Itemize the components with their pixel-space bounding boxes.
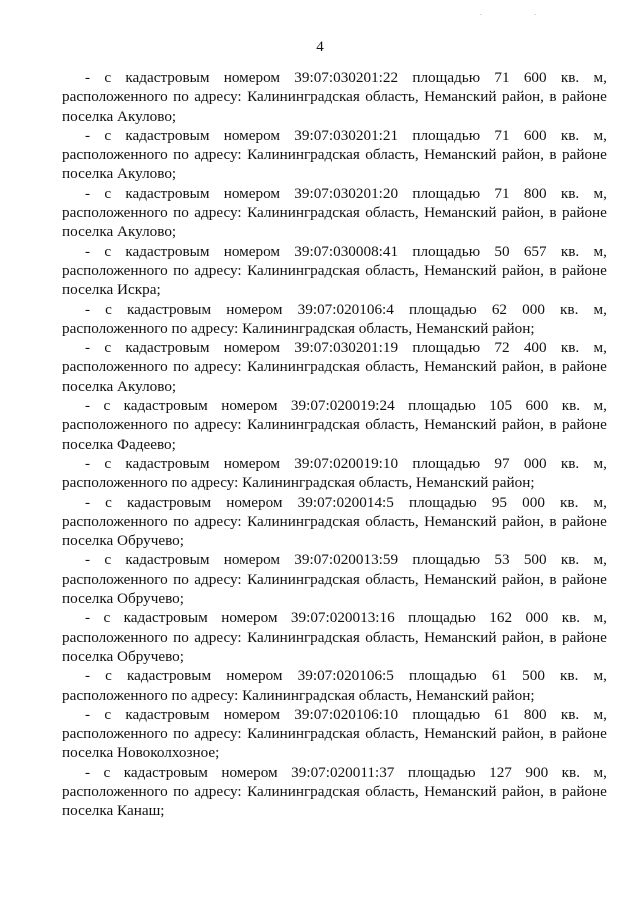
list-item bbox=[62, 763, 607, 821]
word: кв. bbox=[560, 705, 580, 723]
word: кадастровым bbox=[125, 242, 210, 260]
word: кв. bbox=[561, 763, 580, 781]
word: - bbox=[85, 339, 91, 357]
word: площадью bbox=[412, 242, 481, 260]
word: 127 bbox=[489, 763, 512, 781]
item-first-line bbox=[62, 68, 607, 87]
word: - bbox=[85, 493, 91, 511]
word: расположенного bbox=[62, 204, 168, 222]
word: область, bbox=[365, 782, 419, 800]
word: площадью bbox=[407, 763, 476, 781]
word: адресу: bbox=[194, 146, 242, 164]
word: по bbox=[173, 512, 189, 530]
word: адресу: bbox=[194, 358, 242, 376]
word: область, bbox=[365, 570, 419, 588]
word: в bbox=[549, 416, 557, 434]
word: 71 bbox=[494, 126, 510, 144]
word: 61 bbox=[491, 667, 508, 685]
item-first-line bbox=[62, 396, 607, 415]
item-line bbox=[62, 261, 607, 280]
word: 162 bbox=[489, 609, 513, 627]
word: область, bbox=[365, 512, 419, 530]
word: м, bbox=[593, 667, 607, 685]
word: в bbox=[549, 146, 557, 164]
word: кв. bbox=[560, 667, 579, 685]
word: 71 bbox=[494, 184, 510, 202]
word: 400 bbox=[523, 339, 547, 357]
word: м, bbox=[593, 551, 607, 569]
word: область, bbox=[365, 628, 419, 646]
word: районе bbox=[561, 725, 607, 743]
word: кв. bbox=[560, 184, 580, 202]
item-line bbox=[62, 357, 607, 376]
corner-mark: . bbox=[534, 8, 588, 17]
document-body bbox=[62, 68, 607, 821]
item-line bbox=[62, 87, 607, 106]
word: 39:07:020106:5 bbox=[297, 667, 394, 685]
word: адресу: bbox=[194, 570, 242, 588]
word: адресу: bbox=[194, 628, 242, 646]
list-item bbox=[62, 666, 607, 705]
word: расположенного bbox=[62, 416, 168, 434]
item-line bbox=[62, 145, 607, 164]
word: кв. bbox=[561, 609, 581, 627]
word: расположенного bbox=[62, 358, 168, 376]
word: район, bbox=[501, 358, 544, 376]
list-item bbox=[62, 184, 607, 242]
word: - bbox=[85, 397, 91, 415]
word: расположенного bbox=[62, 628, 168, 646]
word: по bbox=[173, 570, 189, 588]
word: 72 bbox=[494, 339, 510, 357]
word: район, bbox=[501, 782, 544, 800]
word: кадастровым bbox=[127, 667, 212, 685]
word: м, bbox=[593, 397, 607, 415]
word: область, bbox=[365, 261, 419, 279]
word: Калининградская bbox=[247, 628, 360, 646]
word: площадью bbox=[412, 339, 481, 357]
page-number: 4 bbox=[316, 39, 324, 55]
word: - bbox=[85, 126, 91, 144]
word: 39:07:020106:10 bbox=[294, 705, 399, 723]
word: Неманский bbox=[424, 782, 497, 800]
word: с bbox=[103, 609, 111, 627]
word: расположенного bbox=[62, 261, 168, 279]
word: районе bbox=[561, 512, 607, 530]
word: область, bbox=[365, 725, 419, 743]
word: районе bbox=[561, 782, 607, 800]
word: - bbox=[85, 763, 91, 781]
word: 800 bbox=[523, 184, 547, 202]
word: кадастровым bbox=[127, 493, 212, 511]
word: район, bbox=[501, 88, 544, 106]
word: в bbox=[549, 204, 557, 222]
item-first-line bbox=[62, 550, 607, 569]
word: м, bbox=[593, 300, 607, 318]
word: район, bbox=[501, 725, 544, 743]
word: в bbox=[549, 261, 557, 279]
word: м, bbox=[593, 763, 607, 781]
word: область, bbox=[365, 146, 419, 164]
word: кадастровым bbox=[125, 339, 210, 357]
word: в bbox=[549, 88, 557, 106]
word: 39:07:020014:5 bbox=[297, 493, 394, 511]
word: по bbox=[173, 358, 189, 376]
word: по bbox=[173, 782, 189, 800]
word: - bbox=[85, 609, 91, 627]
word: номером bbox=[223, 551, 281, 569]
word: 61 bbox=[494, 705, 510, 723]
word: - bbox=[85, 242, 91, 260]
item-line bbox=[62, 415, 607, 434]
word: район, bbox=[501, 416, 544, 434]
word: в bbox=[549, 628, 557, 646]
word: с bbox=[103, 397, 111, 415]
word: кадастровым bbox=[125, 454, 210, 472]
item-first-line bbox=[62, 338, 607, 357]
word: 000 bbox=[523, 454, 547, 472]
word: номером bbox=[223, 242, 281, 260]
word: кв. bbox=[560, 493, 579, 511]
word: 800 bbox=[523, 705, 547, 723]
word: с bbox=[104, 339, 112, 357]
word: адресу: bbox=[194, 782, 242, 800]
word: по bbox=[173, 261, 189, 279]
word: районе bbox=[561, 628, 607, 646]
word: - bbox=[85, 300, 91, 318]
word: площадью bbox=[412, 184, 481, 202]
word: районе bbox=[561, 261, 607, 279]
word: с bbox=[104, 705, 112, 723]
word: м, bbox=[593, 493, 607, 511]
word: Калининградская bbox=[247, 725, 360, 743]
word: Неманский bbox=[424, 261, 497, 279]
word: адресу: bbox=[194, 512, 242, 530]
word: номером bbox=[221, 397, 278, 415]
word: район, bbox=[501, 146, 544, 164]
word: 39:07:020013:59 bbox=[294, 551, 399, 569]
item-line bbox=[62, 512, 607, 531]
item-line: поселка Акулово; bbox=[62, 377, 177, 395]
word: площадью bbox=[412, 126, 481, 144]
word: площадью bbox=[408, 609, 476, 627]
word: Неманский bbox=[424, 512, 497, 530]
word: районе bbox=[561, 88, 607, 106]
list-item bbox=[62, 550, 607, 608]
word: 39:07:020106:4 bbox=[297, 300, 394, 318]
word: номером bbox=[221, 763, 278, 781]
word: номером bbox=[221, 609, 278, 627]
word: площадью bbox=[408, 300, 477, 318]
word: по bbox=[173, 416, 189, 434]
word: м, bbox=[593, 454, 607, 472]
word: районе bbox=[561, 146, 607, 164]
word: кадастровым bbox=[125, 184, 210, 202]
word: по bbox=[173, 628, 189, 646]
item-line: поселка Акулово; bbox=[62, 107, 177, 125]
word: м, bbox=[593, 609, 607, 627]
item-first-line bbox=[62, 126, 607, 145]
word: 39:07:020019:10 bbox=[294, 454, 399, 472]
word: кв. bbox=[560, 454, 580, 472]
word: 39:07:020019:24 bbox=[290, 397, 395, 415]
word: с bbox=[104, 184, 112, 202]
word: район, bbox=[501, 570, 544, 588]
word: в bbox=[549, 725, 557, 743]
list-item bbox=[62, 338, 607, 396]
item-line: поселка Акулово; bbox=[62, 165, 177, 183]
word: район, bbox=[501, 204, 544, 222]
word: - bbox=[85, 667, 91, 685]
item-first-line bbox=[62, 705, 607, 724]
word: м, bbox=[593, 705, 607, 723]
word: м, bbox=[593, 126, 607, 144]
item-first-line bbox=[62, 666, 607, 685]
word: кв. bbox=[560, 339, 580, 357]
word: Калининградская bbox=[247, 146, 360, 164]
item-line bbox=[62, 628, 607, 647]
word: область, bbox=[365, 204, 419, 222]
word: 39:07:030008:41 bbox=[294, 242, 399, 260]
item-line: поселка Канаш; bbox=[62, 802, 165, 820]
item-line: поселка Фадеево; bbox=[62, 435, 176, 453]
word: 39:07:020013:16 bbox=[290, 609, 395, 627]
word: кв. bbox=[561, 397, 581, 415]
list-item bbox=[62, 396, 607, 454]
word: район, bbox=[501, 261, 544, 279]
item-first-line bbox=[62, 300, 607, 319]
word: 500 bbox=[523, 551, 547, 569]
word: номером bbox=[226, 493, 283, 511]
item-line: поселка Акулово; bbox=[62, 223, 177, 241]
word: 000 bbox=[522, 493, 545, 511]
word: 500 bbox=[522, 667, 545, 685]
word: в bbox=[549, 358, 557, 376]
word: - bbox=[85, 705, 91, 723]
word: 39:07:030201:20 bbox=[294, 184, 399, 202]
word: Калининградская bbox=[247, 512, 360, 530]
word: 71 bbox=[494, 69, 510, 86]
word: Неманский bbox=[424, 725, 497, 743]
word: номером bbox=[223, 339, 281, 357]
word: в bbox=[549, 782, 557, 800]
word: 105 bbox=[489, 397, 513, 415]
word: область, bbox=[365, 358, 419, 376]
word: кадастровым bbox=[125, 69, 210, 86]
word: площадью bbox=[408, 667, 477, 685]
item-line bbox=[62, 203, 607, 222]
word: 39:07:030201:22 bbox=[294, 69, 399, 86]
word: расположенного bbox=[62, 512, 168, 530]
word: адресу: bbox=[194, 416, 242, 434]
word: Калининградская bbox=[247, 88, 360, 106]
word: - bbox=[85, 69, 91, 86]
word: номером bbox=[223, 454, 281, 472]
word: Калининградская bbox=[247, 204, 360, 222]
word: Неманский bbox=[424, 88, 497, 106]
item-line: расположенного по адресу: Калининградская область, Неманский район; bbox=[62, 319, 535, 337]
word: кадастровым bbox=[123, 763, 208, 781]
word: м, bbox=[593, 184, 607, 202]
item-first-line bbox=[62, 184, 607, 203]
item-line: поселка Обручево; bbox=[62, 532, 184, 550]
word: номером bbox=[223, 126, 281, 144]
word: расположенного bbox=[62, 88, 168, 106]
word: район, bbox=[501, 628, 544, 646]
word: номером bbox=[223, 705, 281, 723]
word: Неманский bbox=[424, 628, 497, 646]
word: кв. bbox=[560, 126, 580, 144]
word: адресу: bbox=[194, 725, 242, 743]
item-first-line bbox=[62, 242, 607, 261]
word: м, bbox=[593, 242, 607, 260]
word: Неманский bbox=[424, 204, 497, 222]
word: 39:07:030201:19 bbox=[294, 339, 399, 357]
word: кадастровым bbox=[123, 609, 208, 627]
word: номером bbox=[226, 300, 283, 318]
item-first-line bbox=[62, 763, 607, 782]
word: кадастровым bbox=[125, 551, 210, 569]
word: номером bbox=[223, 69, 281, 86]
word: Калининградская bbox=[247, 358, 360, 376]
list-item bbox=[62, 454, 607, 493]
word: кадастровым bbox=[125, 126, 210, 144]
word: с bbox=[104, 126, 112, 144]
word: м, bbox=[593, 69, 607, 86]
word: с bbox=[105, 493, 112, 511]
list-item bbox=[62, 242, 607, 300]
word: районе bbox=[561, 358, 607, 376]
item-line: поселка Обручево; bbox=[62, 590, 184, 608]
word: район, bbox=[501, 512, 544, 530]
list-item bbox=[62, 705, 607, 763]
word: кв. bbox=[560, 300, 579, 318]
list-item bbox=[62, 126, 607, 184]
word: расположенного bbox=[62, 146, 168, 164]
word: с bbox=[104, 69, 112, 86]
word: районе bbox=[561, 204, 607, 222]
word: площадью bbox=[408, 493, 477, 511]
word: 900 bbox=[525, 763, 549, 781]
word: районе bbox=[561, 570, 607, 588]
corner-mark: . bbox=[480, 8, 534, 17]
word: 53 bbox=[494, 551, 510, 569]
item-line bbox=[62, 570, 607, 589]
word: 000 bbox=[522, 300, 545, 318]
word: с bbox=[104, 454, 112, 472]
word: адресу: bbox=[194, 88, 242, 106]
word: с bbox=[103, 763, 111, 781]
word: площадью bbox=[408, 397, 476, 415]
word: по bbox=[173, 88, 189, 106]
word: в bbox=[549, 570, 557, 588]
word: по bbox=[173, 204, 189, 222]
word: адресу: bbox=[194, 204, 242, 222]
item-line: расположенного по адресу: Калининградская область, Неманский район; bbox=[62, 686, 535, 704]
list-item bbox=[62, 68, 607, 126]
word: 657 bbox=[523, 242, 547, 260]
word: площадью bbox=[412, 705, 481, 723]
word: кадастровым bbox=[125, 705, 210, 723]
word: расположенного bbox=[62, 725, 168, 743]
word: - bbox=[85, 551, 91, 569]
word: с bbox=[104, 551, 112, 569]
word: 600 bbox=[523, 69, 547, 86]
word: площадью bbox=[412, 551, 481, 569]
word: 50 bbox=[494, 242, 510, 260]
word: - bbox=[85, 184, 91, 202]
list-item bbox=[62, 608, 607, 666]
word: по bbox=[173, 146, 189, 164]
word: 600 bbox=[523, 126, 547, 144]
word: с bbox=[105, 667, 112, 685]
word: 62 bbox=[491, 300, 508, 318]
word: кв. bbox=[560, 69, 580, 86]
word: кв. bbox=[560, 551, 580, 569]
word: 39:07:020011:37 bbox=[291, 763, 395, 781]
word: площадью bbox=[412, 454, 481, 472]
word: с bbox=[105, 300, 112, 318]
item-first-line bbox=[62, 493, 607, 512]
word: Калининградская bbox=[247, 782, 360, 800]
word: Неманский bbox=[424, 570, 497, 588]
word: номером bbox=[226, 667, 283, 685]
item-line: поселка Обручево; bbox=[62, 647, 184, 665]
word: кадастровым bbox=[123, 397, 208, 415]
word: адресу: bbox=[194, 261, 242, 279]
list-item bbox=[62, 300, 607, 339]
item-line bbox=[62, 782, 607, 801]
item-line: поселка Новоколхозное; bbox=[62, 744, 220, 762]
word: с bbox=[104, 242, 112, 260]
word: 95 bbox=[491, 493, 508, 511]
word: в bbox=[549, 512, 557, 530]
word: номером bbox=[223, 184, 281, 202]
item-line bbox=[62, 724, 607, 743]
word: расположенного bbox=[62, 570, 168, 588]
word: 97 bbox=[494, 454, 510, 472]
word: Калининградская bbox=[247, 261, 360, 279]
list-item bbox=[62, 493, 607, 551]
word: 000 bbox=[525, 609, 549, 627]
word: 600 bbox=[525, 397, 549, 415]
word: Калининградская bbox=[247, 416, 360, 434]
word: Неманский bbox=[424, 358, 497, 376]
word: Калининградская bbox=[247, 570, 360, 588]
word: область, bbox=[365, 88, 419, 106]
item-first-line bbox=[62, 454, 607, 473]
word: Неманский bbox=[424, 416, 497, 434]
word: районе bbox=[561, 416, 607, 434]
item-first-line bbox=[62, 608, 607, 627]
corner-marks bbox=[480, 8, 588, 17]
item-line: расположенного по адресу: Калининградская область, Неманский район; bbox=[62, 474, 535, 492]
word: 39:07:030201:21 bbox=[294, 126, 399, 144]
item-line: поселка Искра; bbox=[62, 281, 161, 299]
word: область, bbox=[365, 416, 419, 434]
word: расположенного bbox=[62, 782, 168, 800]
word: кадастровым bbox=[127, 300, 212, 318]
word: площадью bbox=[412, 69, 481, 86]
word: м, bbox=[593, 339, 607, 357]
word: по bbox=[173, 725, 189, 743]
word: - bbox=[85, 454, 91, 472]
word: кв. bbox=[560, 242, 580, 260]
word: Неманский bbox=[424, 146, 497, 164]
